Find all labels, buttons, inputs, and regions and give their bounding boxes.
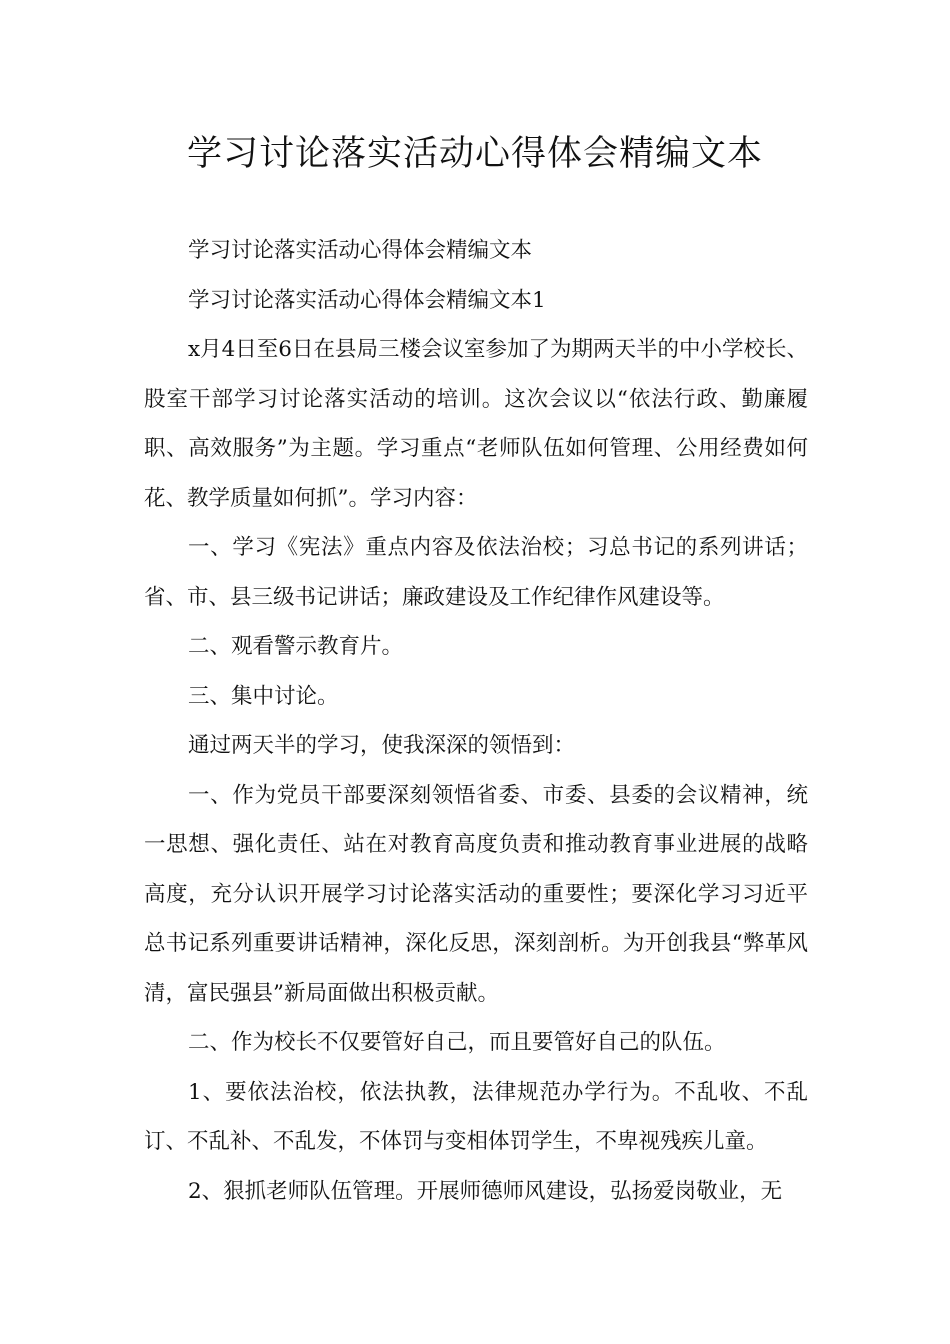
paragraph-training-intro: x月4日至6日在县局三楼会议室参加了为期两天半的中小学校长、股室干部学习讨论落实活动的培训。这次会议以“依法行政、勤廉履职、高效服务”为主题。学习重点“老师队伍如何管理、公用经费如何花、教学质量如何抓”。学习内容：: [144, 337, 808, 511]
paragraph-content-item-1: 一、学习《宪法》重点内容及依法治校；习总书记的系列讲话；省、市、县三级书记讲话；廉政建设及工作纪律作风建设等。: [144, 535, 808, 610]
paragraph-realization-intro: 通过两天半的学习，使我深深的领悟到：: [188, 733, 576, 758]
document-body: [144, 226, 808, 1216]
paragraph-content-item-3: 三、集中讨论。: [188, 683, 339, 709]
paragraph-realization-1: 一、作为党员干部要深刻领悟省委、市委、县委的会议精神，统一思想、强化责任、站在对教育高度负责和推动教育事业进展的战略高度，充分认识开展学习讨论落实活动的重要性；要深化学习习近平总书记系列重要讲话精神，深化反思，深刻剖析。为开创我县“弊革风清，富民强县”新局面做出积极贡献。: [144, 782, 808, 1006]
paragraph-subtitle: 学习讨论落实活动心得体会精编文本: [188, 238, 533, 263]
paragraph-point-2: 2、狠抓老师队伍管理。开展师德师风建设，弘扬爱岗敬业，无: [188, 1178, 783, 1204]
paragraph-section-heading: 学习讨论落实活动心得体会精编文本1: [188, 287, 546, 313]
paragraph-content-item-2: 二、观看警示教育片。: [188, 634, 404, 659]
paragraph-point-1: 1、要依法治校，依法执教，法律规范办学行为。不乱收、不乱订、不乱补、不乱发，不体罚与变相体罚学生，不卑视残疾儿童。: [144, 1079, 808, 1154]
document-title: 学习讨论落实活动心得体会精编文本: [186, 134, 763, 174]
paragraph-realization-2: 二、作为校长不仅要管好自己，而且要管好自己的队伍。: [188, 1030, 726, 1055]
